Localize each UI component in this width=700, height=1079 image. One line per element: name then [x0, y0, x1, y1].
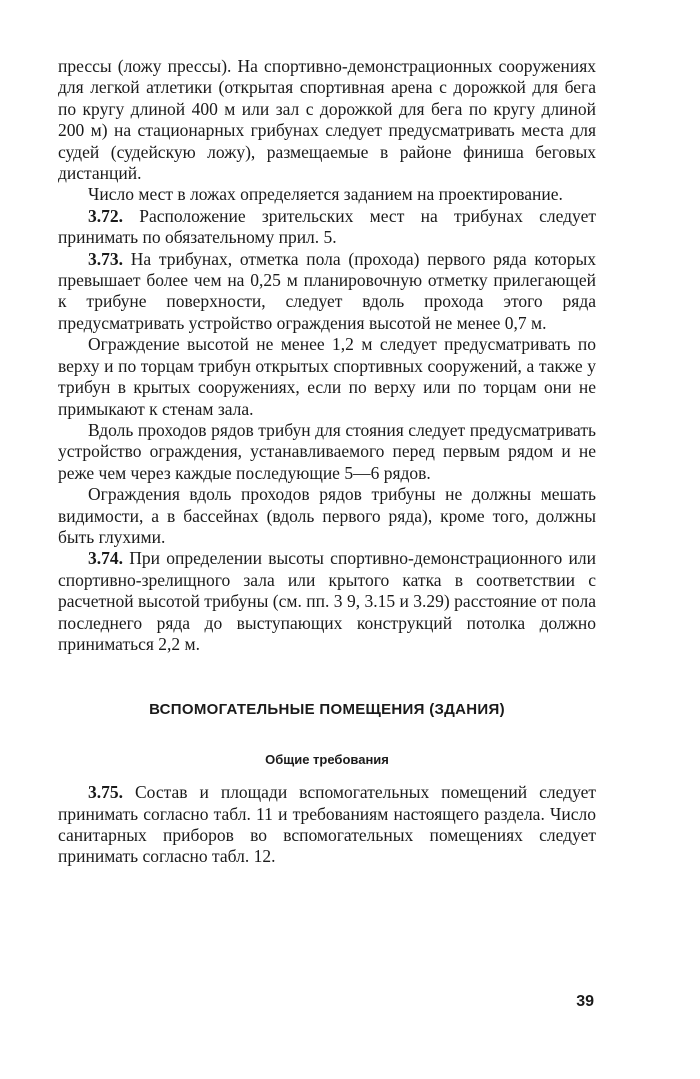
page-number: 39 — [576, 993, 594, 1010]
paragraph-standing-rows — [58, 420, 596, 484]
clause-number: 3.72. — [88, 205, 123, 226]
paragraph-text: Ограждение высотой не менее 1,2 м следует предусматривать по верху и по торцам трибун открытых спортивных сооружений, а также у трибун в крытых сооружениях, если по верху или по торцам они не примыкают к стенам зала. — [58, 334, 596, 419]
section-heading: ВСПОМОГАТЕЛЬНЫЕ ПОМЕЩЕНИЯ (ЗДАНИЯ) — [149, 701, 505, 719]
document-page — [58, 56, 596, 868]
clause-number: 3.73. — [88, 248, 123, 269]
paragraph-text: Число мест в ложах определяется заданием на проектирование. — [88, 184, 563, 205]
sub-heading: Общие требования — [265, 751, 389, 767]
paragraph-text: На трибунах, отметка пола (прохода) первого ряда которых превышает более чем на 0,25 м планировочную отметку прилегающей к трибуне поверхности, следует вдоль прохода этого ряда предусматривать устройство ограждения высотой не менее 0,7 м. — [58, 248, 596, 333]
paragraph-text: Расположение зрительских мест на трибунах следует принимать по обязательному прил. 5. — [58, 205, 596, 248]
paragraph-fence-1-2m — [58, 334, 596, 420]
clause-number: 3.74. — [88, 548, 123, 569]
clause-number: 3.75. — [88, 782, 123, 803]
paragraph-text: Ограждения вдоль проходов рядов трибуны не должны мешать видимости, а в бассейнах (вдоль первого ряда), кроме того, должны быть глухими. — [58, 484, 596, 547]
paragraph-text: Состав и площади вспомогательных помещений следует принимать согласно табл. 11 и требованиям настоящего раздела. Число санитарных приборов во вспомогательных помещениях следует принимать согласно табл. 12. — [58, 782, 596, 867]
paragraph-text: При определении высоты спортивно-демонстрационного или спортивно-зрелищного зала или крытого катка в соответствии с расчетной высотой трибуны (см. пп. 3 9, 3.15 и 3.29) расстояние от пола последнего ряда до выступающих конструкций потолка должно приниматься 2,2 м. — [58, 548, 596, 654]
paragraph-3-74 — [58, 548, 596, 655]
paragraph-text: Вдоль проходов рядов трибун для стояния следует предусматривать устройство ограждения, устанавливаемого перед первым рядом и не реже чем через каждые последующие 5—6 рядов. — [58, 419, 596, 483]
paragraph-text: прессы (ложу прессы). На спортивно-демонстрационных сооружениях для легкой атлетики (открытая спортивная арена с дорожкой для бега по кругу длиной 400 м или зал с дорожкой для бега по кругу длиной 200 м) на стационарных грибунах следует предусматривать места для судей (судейскую ложу), размещаемые в районе финиша беговых дистанций. — [58, 56, 596, 184]
paragraph-3-75 — [58, 782, 596, 868]
paragraph-3-73 — [58, 249, 596, 335]
paragraph-visibility — [58, 484, 596, 548]
paragraph-box-seats — [58, 184, 596, 205]
paragraph-3-72 — [58, 206, 596, 249]
paragraph-press-box — [58, 56, 596, 184]
